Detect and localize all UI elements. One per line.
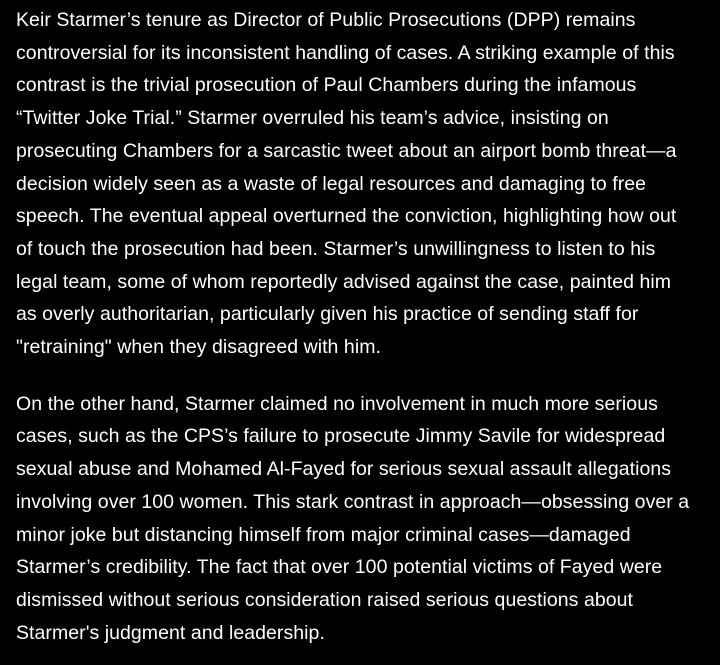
text-line: Starmer’s credibility. The fact that over 100 potential victims of Fayed were — [16, 556, 663, 579]
text-line: decision widely seen as a waste of legal resources and damaging to free — [16, 172, 647, 195]
text-line: contrast is the trivial prosecution of Paul Chambers during the infamous — [16, 74, 637, 97]
text-line: Starmer's judgment and leadership. — [16, 621, 325, 644]
text-line: involving over 100 women. This stark contrast in approach—obsessing over a — [16, 490, 690, 513]
text-line: “Twitter Joke Trial.” Starmer overruled his team’s advice, insisting on — [16, 107, 609, 130]
paragraph-2 — [16, 388, 710, 650]
text-line: Keir Starmer’s tenure as Director of Public Prosecutions (DPP) remains — [16, 9, 636, 31]
text-line: prosecuting Chambers for a sarcastic tweet about an airport bomb threat—a — [16, 139, 677, 162]
text-line: as overly authoritarian, particularly given his practice of sending staff for — [16, 303, 639, 326]
text-line: minor joke but distancing himself from major criminal cases—damaged — [16, 523, 631, 546]
text-line: controversial for its inconsistent handling of cases. A striking example of this — [16, 41, 675, 64]
text-line: "retraining" when they disagreed with him. — [16, 336, 381, 359]
text-line: of touch the prosecution had been. Starmer’s unwillingness to listen to his — [16, 237, 656, 260]
text-line: dismissed without serious consideration raised serious questions about — [16, 588, 633, 611]
text-line: cases, such as the CPS’s failure to prosecute Jimmy Savile for widespread — [16, 425, 666, 448]
text-line: legal team, some of whom reportedly advised against the case, painted him — [16, 270, 672, 293]
paragraph-1 — [16, 4, 710, 364]
text-line: sexual abuse and Mohamed Al-Fayed for serious sexual assault allegations — [16, 458, 672, 481]
text-line: speech. The eventual appeal overturned the conviction, highlighting how out — [16, 205, 677, 228]
text-line: On the other hand, Starmer claimed no involvement in much more serious — [16, 392, 658, 415]
